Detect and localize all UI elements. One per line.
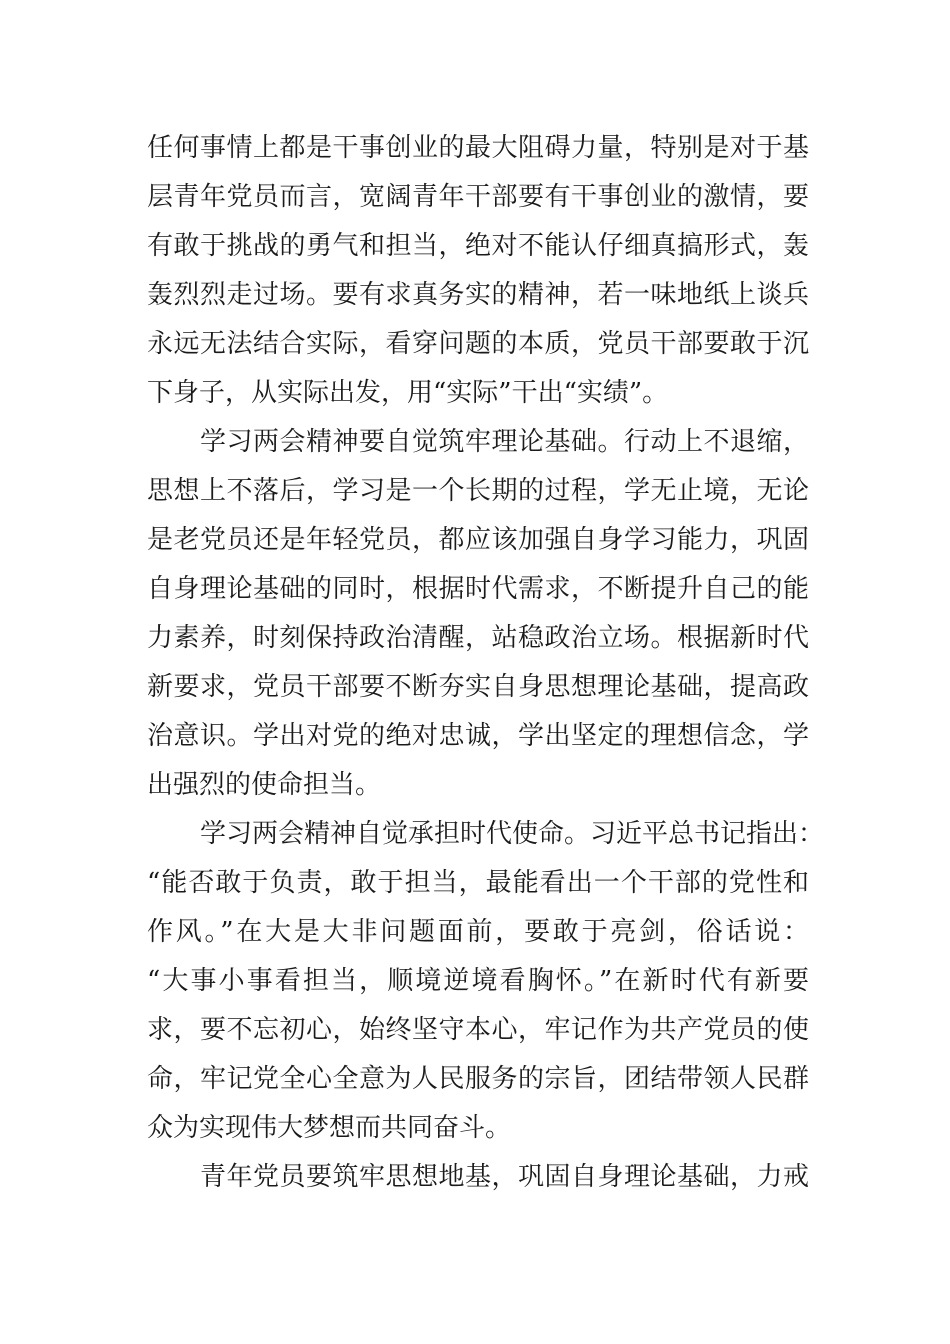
text-line: 是老党员还是年轻党员，都应该加强自身学习能力，巩固	[147, 525, 809, 555]
text-line: 自身理论基础的同时，根据时代需求，不断提升自己的能	[147, 574, 809, 604]
document-body	[147, 124, 825, 1202]
text-line: 新要求，党员干部要不断夯实自身思想理论基础，提高政	[147, 672, 809, 702]
text-line: 命，牢记党全心全意为人民服务的宗旨，团结带领人民群	[147, 1064, 809, 1094]
text-line: “能否敢于负责，敢于担当，最能看出一个干部的党性和	[147, 868, 809, 898]
text-line: 作风。”在大是大非问题面前，要敢于亮剑，俗话说：	[147, 917, 809, 947]
text-line: 任何事情上都是干事创业的最大阻碍力量，特别是对于基	[147, 133, 809, 163]
text-line: “大事小事看担当，顺境逆境看胸怀。”在新时代有新要	[147, 966, 809, 996]
text-line: 众为实现伟大梦想而共同奋斗。	[147, 1113, 512, 1143]
text-line: 轰烈烈走过场。要有求真务实的精神，若一味地纸上谈兵	[147, 280, 809, 310]
text-line: 求，要不忘初心，始终坚守本心，牢记作为共产党员的使	[147, 1015, 809, 1045]
text-line: 学习两会精神自觉承担时代使命。习近平总书记指出：	[200, 819, 825, 849]
text-line: 层青年党员而言，宽阔青年干部要有干事创业的激情，要	[147, 182, 809, 212]
paragraph	[147, 418, 809, 810]
text-line: 青年党员要筑牢思想地基，巩固自身理论基础，力戒	[200, 1162, 809, 1192]
paragraph	[147, 124, 809, 418]
text-line: 学习两会精神要自觉筑牢理论基础。行动上不退缩，	[200, 427, 809, 457]
text-line: 有敢于挑战的勇气和担当，绝对不能认仔细真搞形式，轰	[147, 231, 809, 261]
paragraph	[147, 1153, 809, 1202]
paragraph	[147, 810, 825, 1153]
text-line: 下身子，从实际出发，用“实际”干出“实绩”。	[147, 378, 669, 408]
text-line: 思想上不落后，学习是一个长期的过程，学无止境，无论	[147, 476, 809, 506]
text-line: 永远无法结合实际，看穿问题的本质，党员干部要敢于沉	[147, 329, 809, 359]
text-line: 力素养，时刻保持政治清醒，站稳政治立场。根据新时代	[147, 623, 809, 653]
text-line: 出强烈的使命担当。	[147, 770, 382, 800]
text-line: 治意识。学出对党的绝对忠诚，学出坚定的理想信念，学	[147, 721, 809, 751]
